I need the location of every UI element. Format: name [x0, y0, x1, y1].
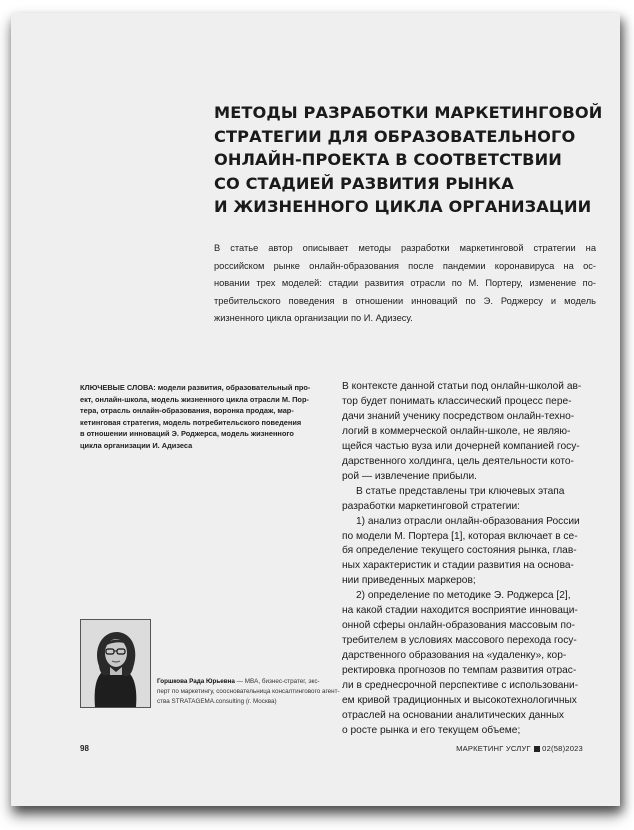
- body-line: щейся частью вуза или дочерней компанией госу-: [342, 440, 580, 452]
- keywords-line: ект, онлайн-школа, модель жизненного цикла отрасли М. Пор-: [80, 394, 309, 404]
- body-line: ректировка прогнозов по темпам развития отрас-: [342, 665, 577, 677]
- body-line: отраслей на основании аналитических данных: [342, 709, 565, 721]
- square-bullet-icon: [534, 746, 540, 752]
- body-line: логий в коммерческой онлайн-школе, не являю-: [342, 425, 571, 437]
- body-line: В контексте данной статьи под онлайн-школой ав-: [342, 381, 582, 392]
- keywords-line: тера, отрасль онлайн-образования, воронка продаж, мар-: [80, 406, 294, 416]
- article-body: [342, 380, 594, 739]
- keywords-block: [80, 382, 330, 452]
- body-line: онной сферы онлайн-образования массовым по-: [342, 620, 576, 632]
- page-number: 98: [80, 744, 89, 753]
- body-line: 1) анализ отрасли онлайн-образования России: [356, 515, 580, 527]
- abstract-line: В статье автор описывает методы разработки маркетинговой стратегии на: [214, 243, 596, 253]
- author-desc: — MBA, бизнес-стратег, экс-: [234, 678, 320, 685]
- body-line: тор будет понимать классический процесс пере-: [342, 395, 572, 407]
- keywords-line: цикла организации И. Адизеса: [80, 440, 193, 450]
- journal-name: МАРКЕТИНГ УСЛУГ: [456, 744, 531, 753]
- journal-page: [11, 13, 620, 806]
- article-abstract: [214, 240, 596, 328]
- body-line: разработки маркетинговой стратегии:: [342, 500, 521, 512]
- body-line: о росте рынка и его текущем объеме;: [342, 724, 521, 736]
- keywords-line: КЛЮЧЕВЫЕ СЛОВА: модели развития, образовательный про-: [80, 383, 311, 392]
- abstract-line: российском рынке онлайн-образования после пандемии коронавируса на ос-: [214, 260, 596, 271]
- body-line: на какой стадии находится восприятие инноваци-: [342, 605, 578, 617]
- title-line: МЕТОДЫ РАЗРАБОТКИ МАРКЕТИНГОВОЙ: [214, 103, 603, 122]
- body-line: рой — извлечение прибыли.: [342, 470, 477, 482]
- journal-issue: 02(58)2023: [542, 744, 583, 753]
- body-line: ли в среднесрочной перспективе с использовани-: [342, 680, 579, 692]
- body-line: бя определение текущего состояния рынка, глав-: [342, 545, 577, 557]
- keywords-line: кетинговая стратегия, модель потребительского поведения: [80, 417, 302, 427]
- body-line: дачи знаний ученику посредством онлайн-техно-: [342, 410, 575, 422]
- keywords-line: в отношении инноваций Э. Роджерса, модель жизненного: [80, 429, 294, 439]
- body-line: ем кривой традиционных и высокотехнологичных: [342, 695, 577, 707]
- body-line: требителем в условиях массового перехода госу-: [342, 635, 577, 647]
- title-line: СО СТАДИЕЙ РАЗВИТИЯ РЫНКА: [214, 173, 514, 193]
- author-line: ства STRATAGEMA.consulting (г. Москва): [157, 698, 277, 706]
- abstract-line: требительского поведения в отношении инноваций по Э. Роджерсу и модель: [214, 295, 596, 306]
- body-line: ных характеристик и стадии развития на основа-: [342, 560, 574, 572]
- article-title: [214, 101, 603, 219]
- body-line: дарственного холдинга, цель деятельности кото-: [342, 455, 574, 467]
- title-line: СТРАТЕГИИ ДЛЯ ОБРАЗОВАТЕЛЬНОГО: [214, 126, 576, 146]
- body-line: 2) определение по методике Э. Роджерса [2],: [356, 590, 571, 602]
- author-portrait-icon: [81, 620, 150, 707]
- body-line: В статье представлены три ключевых этапа: [356, 485, 565, 497]
- author-name: Горшкова Рада Юрьевна: [157, 678, 235, 685]
- body-line: по модели М. Портера [1], которая включает в се-: [342, 530, 578, 542]
- author-photo: [80, 619, 151, 708]
- author-info: [157, 677, 340, 708]
- journal-footer: [456, 744, 583, 753]
- body-line: нии приведенных маркеров;: [342, 575, 476, 587]
- abstract-line: новании трех моделей: стадии развития отрасли по М. Портеру, изменение по-: [214, 278, 596, 288]
- title-line: И ЖИЗНЕННОГО ЦИКЛА ОРГАНИЗАЦИИ: [214, 197, 592, 216]
- body-line: дарственного образования на «удаленку», кор-: [342, 650, 567, 662]
- title-line: ОНЛАЙН-ПРОЕКТА В СООТВЕТСТВИИ: [214, 150, 562, 169]
- abstract-line: жизненного цикла организации по И. Адизесу.: [214, 313, 413, 323]
- author-line: перт по маркетингу, соосновательница консалтингового агент-: [157, 688, 340, 696]
- author-line: [157, 677, 325, 687]
